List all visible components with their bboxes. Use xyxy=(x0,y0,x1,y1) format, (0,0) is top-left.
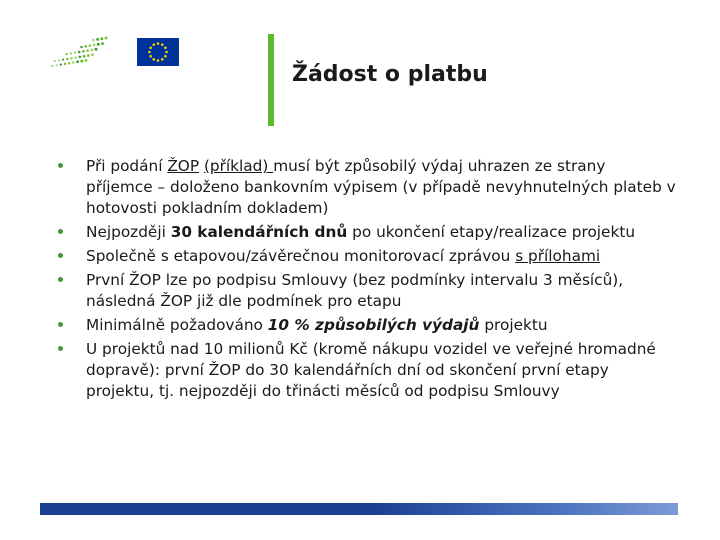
logo-dot-icon xyxy=(89,44,92,47)
logo-dot-icon xyxy=(80,60,83,63)
logo-dot-icon xyxy=(74,52,76,54)
list-item xyxy=(56,270,676,312)
logo-dot-icon xyxy=(92,39,95,42)
logo-dot-icon xyxy=(82,50,85,53)
logo-dot-icon xyxy=(79,56,82,59)
bullet-dot-icon xyxy=(58,346,63,351)
logo-dot-icon xyxy=(74,56,77,59)
logo-dot-icon xyxy=(80,46,82,48)
eu-star-icon xyxy=(152,58,155,61)
logo-dot-icon xyxy=(60,63,62,65)
logo-dot-icon xyxy=(100,37,103,40)
eu-star-icon xyxy=(161,58,164,61)
list-item xyxy=(56,246,676,267)
text-run: Minimálně požadováno xyxy=(86,316,268,334)
text-run: projektu xyxy=(479,316,548,334)
bullet-dot-icon xyxy=(58,322,63,327)
list-item xyxy=(56,222,676,243)
eu-star-icon xyxy=(148,51,151,54)
eu-star-icon xyxy=(157,59,160,62)
logo-dot-icon xyxy=(91,53,94,56)
logo-dot-icon xyxy=(62,59,64,61)
page-title: Žádost o platbu xyxy=(292,62,488,87)
logo-dot-icon xyxy=(66,53,68,55)
list-item xyxy=(56,315,676,336)
logo-dot-icon xyxy=(97,43,100,46)
eu-star-icon xyxy=(164,55,167,58)
eu-star-icon xyxy=(149,55,152,58)
logo-dot-icon xyxy=(72,61,75,64)
eu-flag-icon xyxy=(137,38,179,66)
footer-bar xyxy=(40,503,678,515)
list-item xyxy=(56,339,676,402)
logo-dot-icon xyxy=(90,48,93,51)
text-run: musí být způsobilý výdaj uhrazen ze strany příjemce – doloženo bankovním výpisem (v případě nevyhnutelných plateb v hotovosti pokladním dokladem) xyxy=(86,157,676,217)
logo-dot-icon xyxy=(84,45,87,48)
text-run: (příklad) xyxy=(203,157,274,175)
text-run: 10 % způsobilých výdajů xyxy=(267,316,480,334)
op-dots-logo-icon xyxy=(42,34,110,68)
logo-dot-icon xyxy=(66,58,68,60)
logo-dot-icon xyxy=(54,60,56,62)
logo-dot-icon xyxy=(58,59,60,61)
logo-dot-icon xyxy=(68,62,71,65)
bullet-list xyxy=(56,156,676,405)
eu-star-icon xyxy=(157,42,160,45)
list-item xyxy=(56,156,676,219)
text-run: Společně s etapovou/závěrečnou monitorovací zprávou xyxy=(86,247,516,265)
text-run: Při podání xyxy=(86,157,168,175)
logo-dot-icon xyxy=(78,51,81,54)
eu-star-icon xyxy=(165,51,168,54)
eu-star-icon xyxy=(161,43,164,46)
logo-dot-icon xyxy=(85,59,88,62)
logo-dot-icon xyxy=(87,54,90,57)
logo-dot-icon xyxy=(70,57,72,59)
logo-dot-icon xyxy=(56,64,58,66)
text-run: U projektů nad 10 milionů Kč (kromě nákupu vozidel ve veřejné hromadné dopravě): první ŽOP do 30 kalendářních dní od skončení první etapy projektu, tj. nejpozději do třinácti měsíců od podpisu Smlouvy xyxy=(86,340,656,400)
text-run: ŽOP xyxy=(167,157,200,175)
logo-dot-icon xyxy=(86,49,89,52)
bullet-dot-icon xyxy=(58,229,63,234)
logo-dot-icon xyxy=(101,42,104,45)
text-run: První ŽOP lze po podpisu Smlouvy (bez podmínky intervalu 3 měsíců), následná ŽOP již dle podmínek pro etapu xyxy=(86,271,624,310)
title-accent-bar xyxy=(268,34,274,126)
logo-dot-icon xyxy=(96,38,99,41)
bullet-dot-icon xyxy=(58,277,63,282)
bullet-dot-icon xyxy=(58,163,63,168)
logo-dot-icon xyxy=(93,44,96,47)
logo-dot-icon xyxy=(64,63,66,65)
logo-dot-icon xyxy=(51,65,53,67)
bullet-dot-icon xyxy=(58,253,63,258)
text-run: s přílohami xyxy=(515,247,601,265)
logo-dot-icon xyxy=(83,55,86,58)
logo-dot-icon xyxy=(95,48,98,51)
logo-dot-icon xyxy=(105,37,108,40)
eu-star-icon xyxy=(149,46,152,49)
logo-dot-icon xyxy=(70,52,72,54)
eu-star-icon xyxy=(152,43,155,46)
logo-dot-icon xyxy=(76,60,79,63)
eu-star-icon xyxy=(164,46,167,49)
text-run: 30 kalendářních dnů xyxy=(170,223,348,241)
text-run: po ukončení etapy/realizace projektu xyxy=(347,223,636,241)
text-run: Nejpozději xyxy=(86,223,171,241)
